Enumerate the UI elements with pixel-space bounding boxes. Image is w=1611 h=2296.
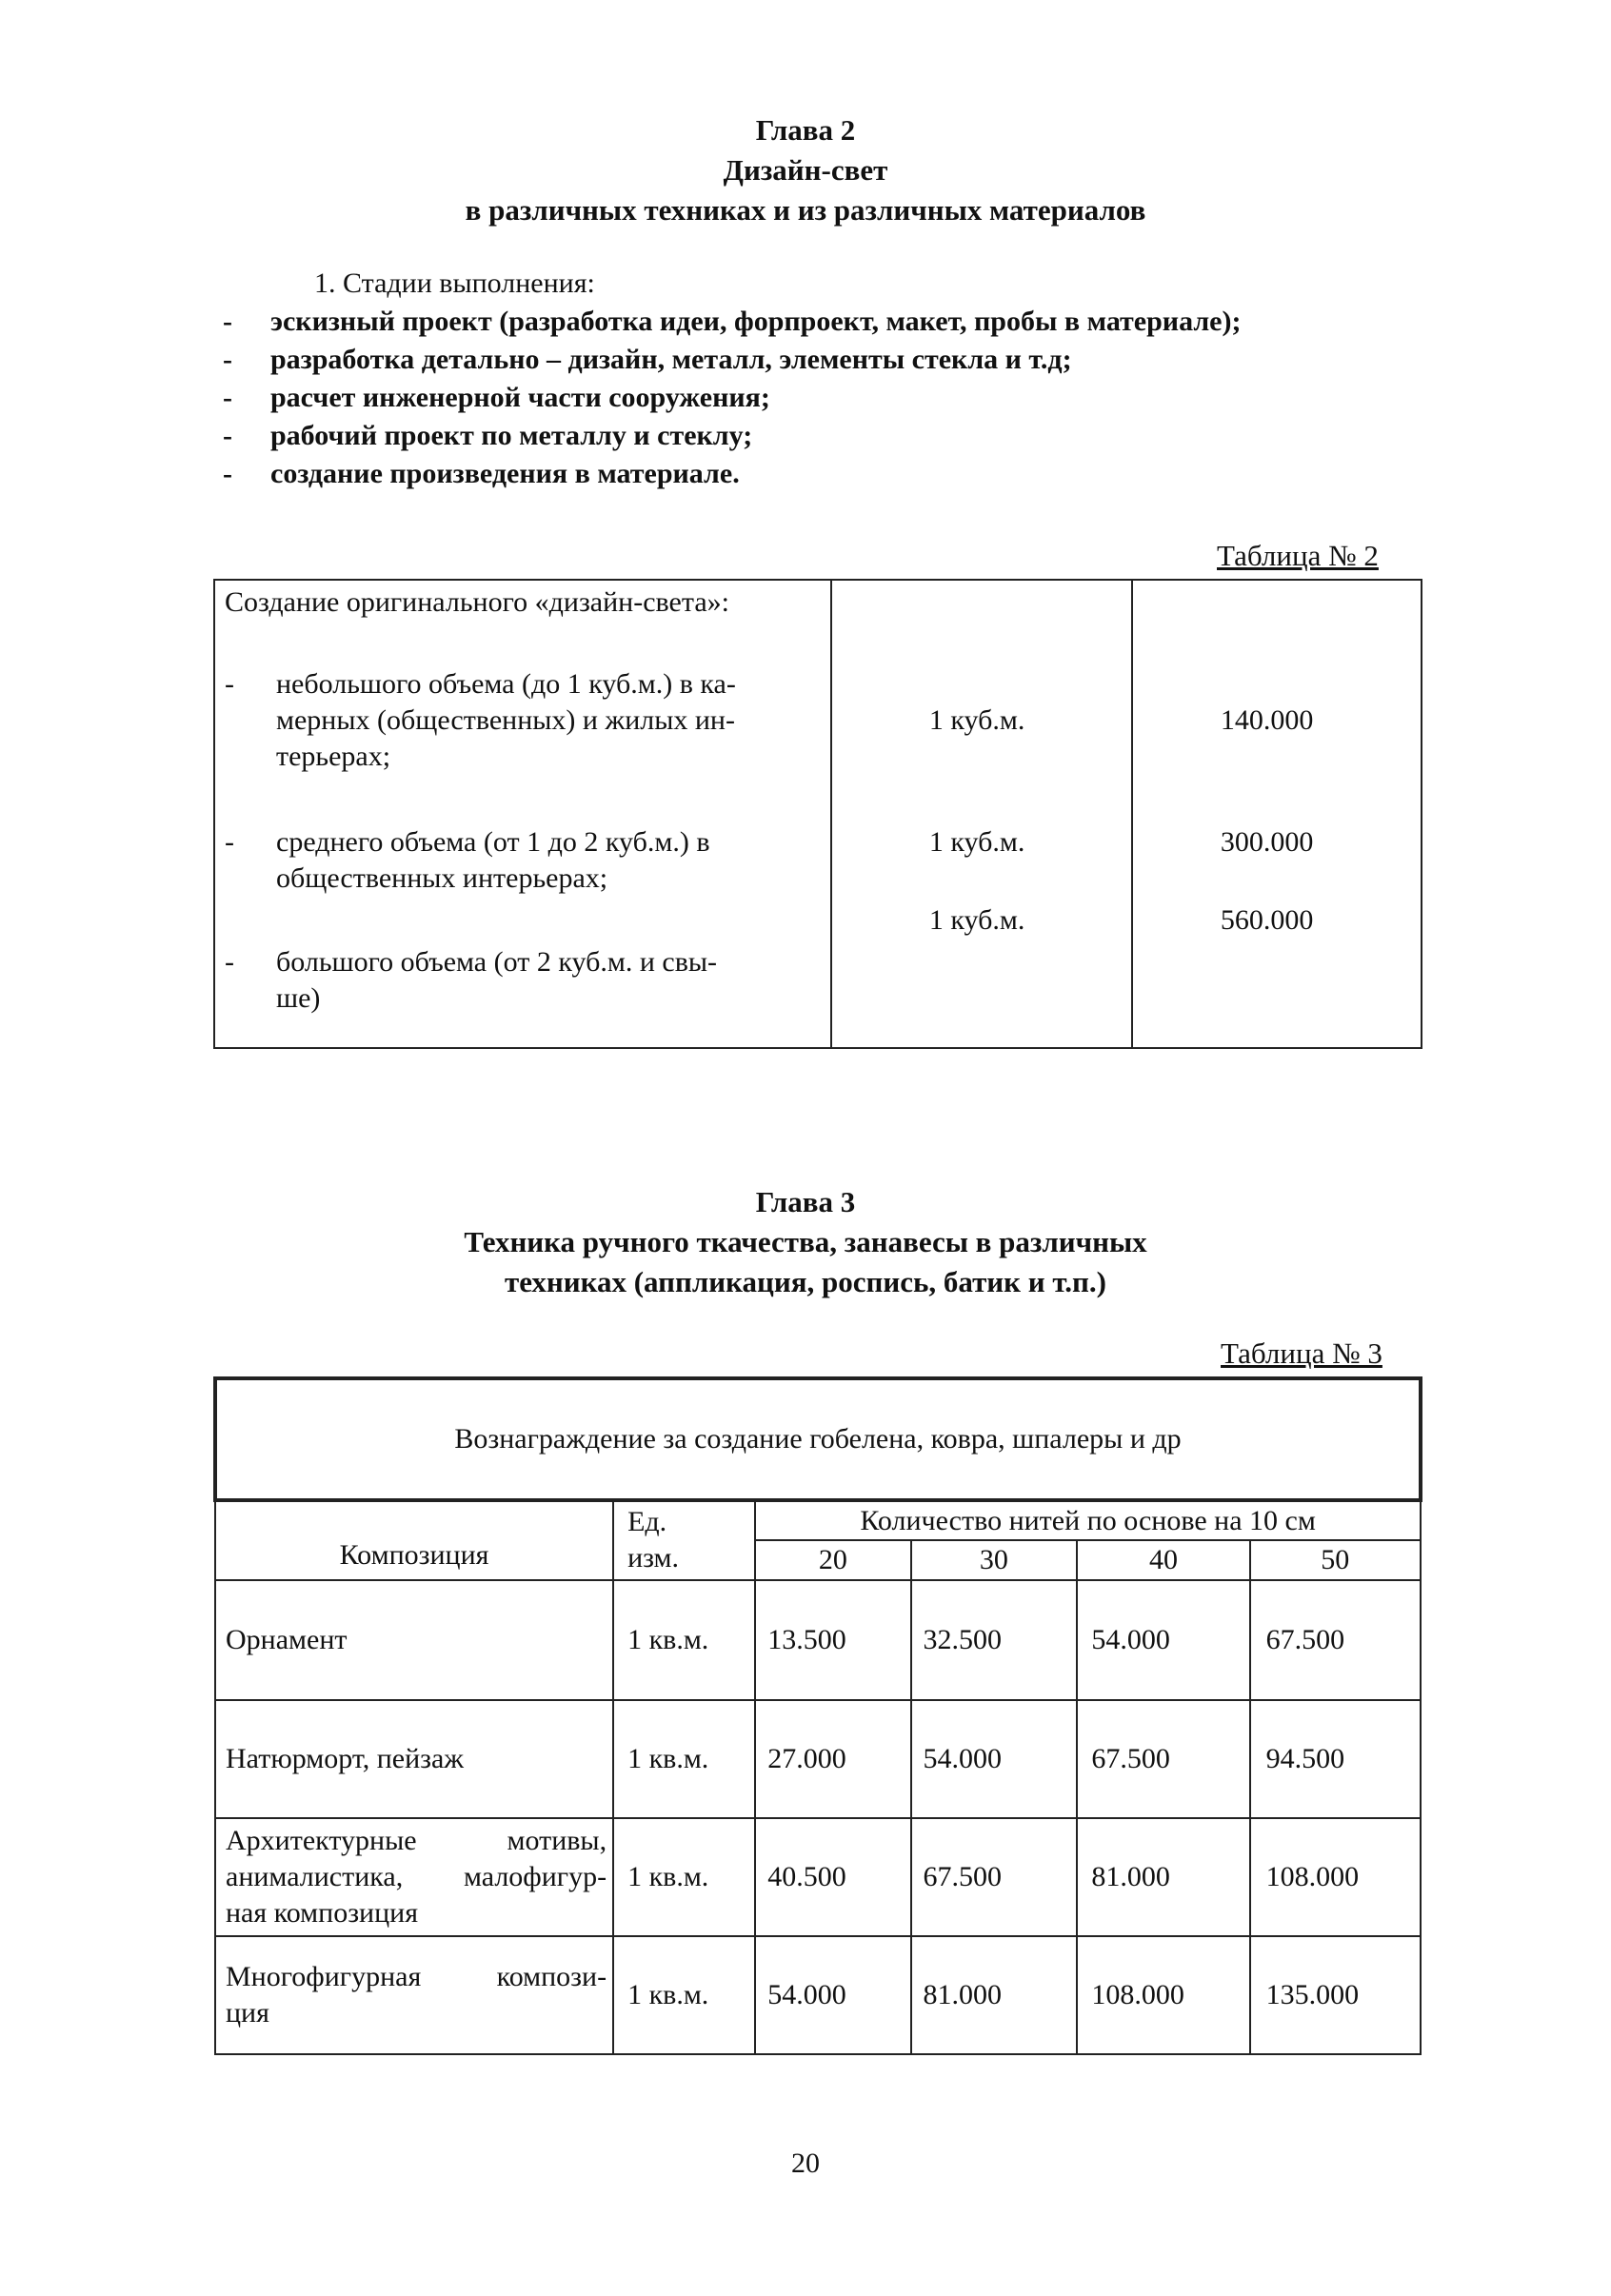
row-composition: Многофигурная компози- ция [215,1936,613,2054]
table2-row3-line: ше) [276,982,321,1014]
price-cell: 94.500 [1250,1700,1421,1818]
price-cell: 108.000 [1250,1818,1421,1936]
stages-header: 1. Стадии выполнения: [314,267,595,299]
table2-unit: 1 куб.м. [928,826,1025,858]
row-unit: 1 кв.м. [613,1936,755,2054]
row-unit: 1 кв.м. [613,1700,755,1818]
price-cell: 67.500 [1250,1580,1421,1700]
chapter3-subtitle: Техника ручного ткачества, занавесы в различных [464,1225,1147,1258]
chapter3-subtitle-2: техниках (аппликация, роспись, батик и т.п.) [505,1265,1106,1298]
stage-item: - эскизный проект (разработка идеи, форпроект, макет, пробы в материале); [223,306,1242,337]
stages-list [217,265,1241,493]
chapter2-subtitle-2: в различных техниках и из различных материалов [465,193,1146,227]
stage-item: - разработка детально – дизайн, металл, элементы стекла и т.д; [223,344,1072,375]
table2-price: 560.000 [1220,904,1314,936]
table3-caption: Таблица № 3 [1221,1336,1382,1370]
price-cell: 27.000 [755,1700,910,1818]
thread-count-header: 20 [755,1540,910,1580]
price-cell: 40.500 [755,1818,910,1936]
table2-caption: Таблица № 2 [1217,539,1379,572]
table3 [213,1376,1422,2055]
table-row [215,1580,1421,1700]
column-header-composition: Композиция [215,1500,613,1580]
table2-unit: 1 куб.м. [928,904,1025,936]
column-header-threads: Количество нитей по основе на 10 см [755,1500,1421,1540]
chapter2-title: Глава 2 [755,113,856,147]
price-cell: 81.000 [911,1936,1078,2054]
thread-count-header: 40 [1077,1540,1249,1580]
price-cell: 54.000 [755,1936,910,2054]
row-unit: 1 кв.м. [613,1818,755,1936]
thread-count-header: 30 [911,1540,1078,1580]
price-cell: 54.000 [911,1700,1078,1818]
table-row [215,1936,1421,2054]
table2-unit: 1 куб.м. [928,704,1025,736]
price-cell: 135.000 [1250,1936,1421,2054]
table2-row2-line: общественных интерьерах; [276,862,608,894]
row-composition: Архитектурные мотивы, анималистика, малофигур- ная композиция [215,1818,613,1936]
thread-count-header: 50 [1250,1540,1421,1580]
table2-row2-line: среднего объема (от 1 до 2 куб.м.) в [276,826,710,858]
column-header-unit-2: изм. [613,1540,755,1580]
table2: Создание оригинального «дизайн-света»: - небольшого объема (до 1 куб.м.) в ка- мерных (общественных) и жилых ин- терьерах; - среднего объема (от 1 до 2 куб.м.) в общественных интерьерах; - большого объема (от 2 куб.м. и свы- ше) 1 куб.м. 1 куб.м. 1 куб.м. 140.000 300.000 560.000 [213,579,1422,1049]
table2-price: 140.000 [1220,704,1314,736]
table2-row1-line: терьерах; [276,741,391,772]
table-row [215,1818,1421,1936]
row-composition: Натюрморт, пейзаж [215,1700,613,1818]
row-unit: 1 кв.м. [613,1580,755,1700]
price-cell: 13.500 [755,1580,910,1700]
price-cell: 32.500 [911,1580,1078,1700]
stage-item: - рабочий проект по металлу и стеклу; [223,420,753,451]
table-row [215,1700,1421,1818]
table2-row3-line: большого объема (от 2 куб.м. и свы- [276,946,718,978]
table2-row1-line: мерных (общественных) и жилых ин- [276,704,735,736]
price-cell: 67.500 [1077,1700,1249,1818]
table2-row1-line: небольшого объема (до 1 куб.м.) в ка- [276,668,736,700]
table3-title: Вознаграждение за создание гобелена, ковра, шпалеры и др [215,1378,1421,1500]
row-composition: Орнамент [215,1580,613,1700]
table2-heading: Создание оригинального «дизайн-света»: [225,586,729,618]
stage-item: - создание произведения в материале. [223,458,740,489]
price-cell: 81.000 [1077,1818,1249,1936]
column-header-unit: Ед. [613,1500,755,1540]
price-cell: 67.500 [911,1818,1078,1936]
price-cell: 108.000 [1077,1936,1249,2054]
chapter2-subtitle: Дизайн-свет [723,153,888,187]
page-number: 20 [791,2148,820,2179]
price-cell: 54.000 [1077,1580,1249,1700]
table2-price: 300.000 [1220,826,1314,858]
stage-item: - расчет инженерной части сооружения; [223,382,770,413]
chapter3-title: Глава 3 [755,1185,856,1218]
